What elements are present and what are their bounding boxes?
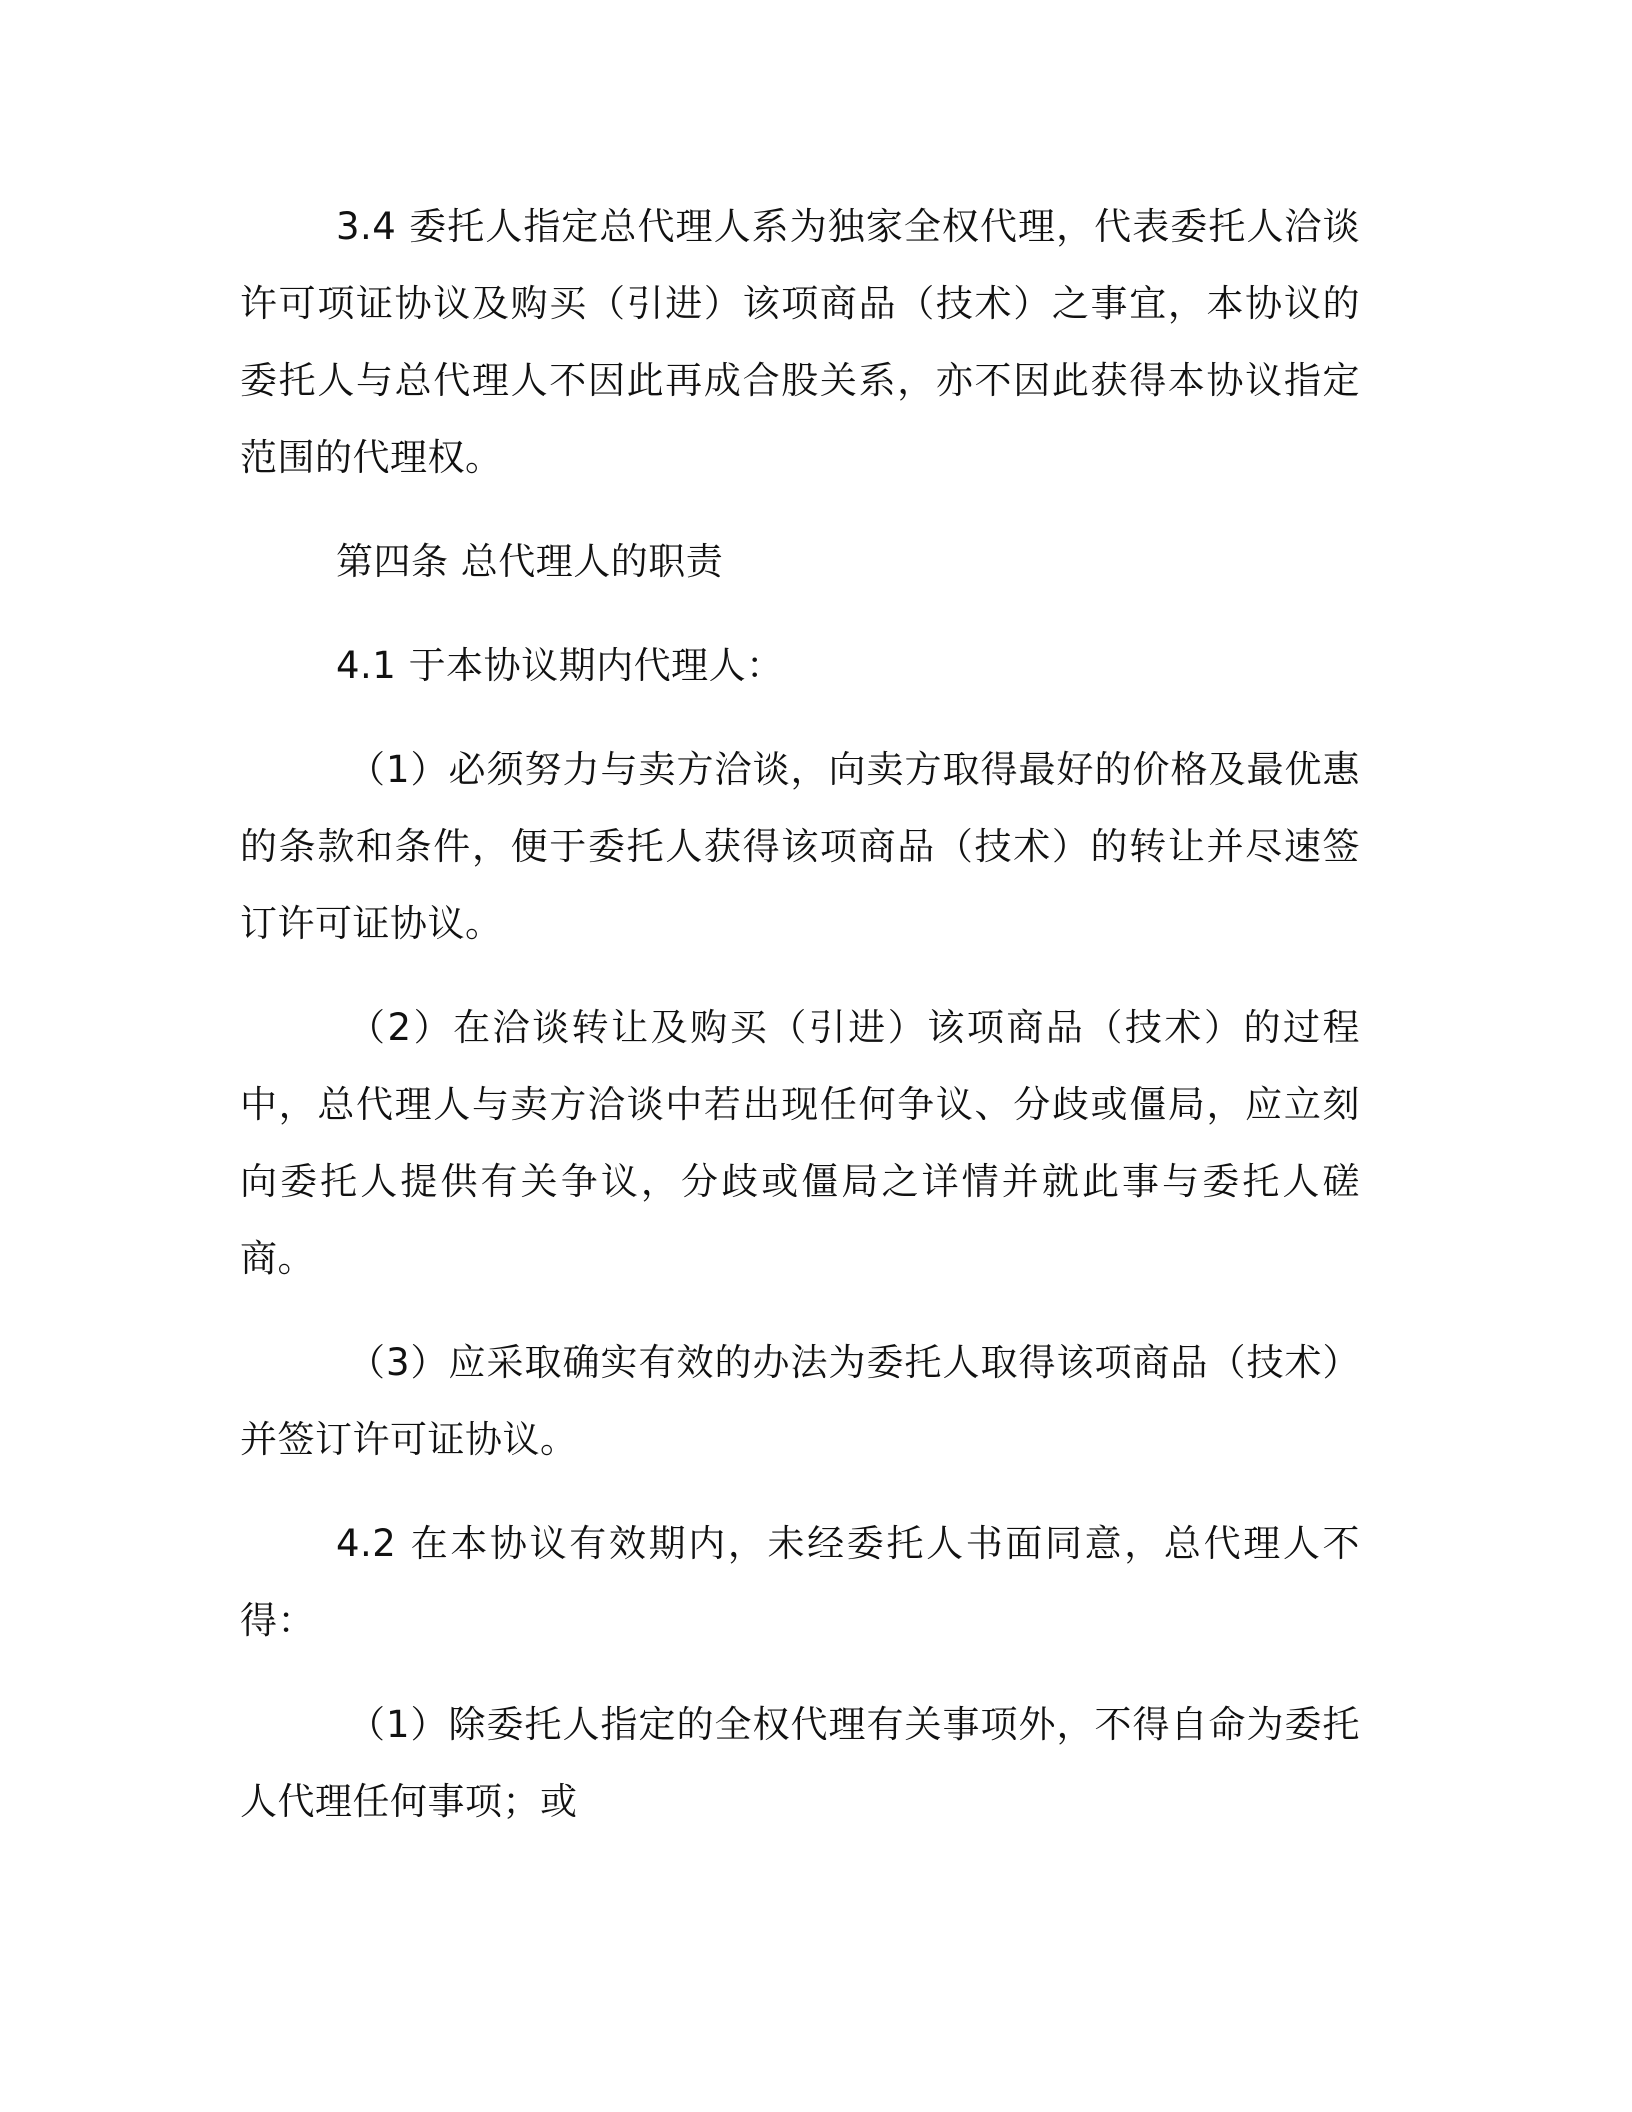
article-4-heading: 第四条 总代理人的职责 — [336, 540, 724, 583]
paragraph-4-1-item-1: （1）必须努力与卖方洽谈，向卖方取得最好的价格及最优惠的条款和条件，便于委托人获得该项商品（技术）的转让并尽速签订许可证协议。 — [240, 748, 1360, 945]
paragraph-4-1-item-2: （2）在洽谈转让及购买（引进）该项商品（技术）的过程中，总代理人与卖方洽谈中若出现任何争议、分歧或僵局，应立刻向委托人提供有关争议，分歧或僵局之详情并就此事与委托人磋商。 — [240, 1006, 1360, 1280]
paragraph-4-1: 4.1 于本协议期内代理人： — [336, 644, 784, 687]
document-body — [240, 188, 1360, 1867]
paragraph-3-4: 3.4 委托人指定总代理人系为独家全权代理，代表委托人洽谈许可项证协议及购买（引进）该项商品（技术）之事宜，本协议的委托人与总代理人不因此再成合股关系，亦不因此获得本协议指定范围的代理权。 — [240, 205, 1360, 479]
paragraph-4-2-item-1: （1）除委托人指定的全权代理有关事项外，不得自命为委托人代理任何事项；或 — [240, 1703, 1360, 1823]
paragraph-4-2: 4.2 在本协议有效期内，未经委托人书面同意，总代理人不得： — [240, 1522, 1360, 1642]
paragraph-4-1-item-3: （3）应采取确实有效的办法为委托人取得该项商品（技术）并签订许可证协议。 — [240, 1341, 1360, 1461]
